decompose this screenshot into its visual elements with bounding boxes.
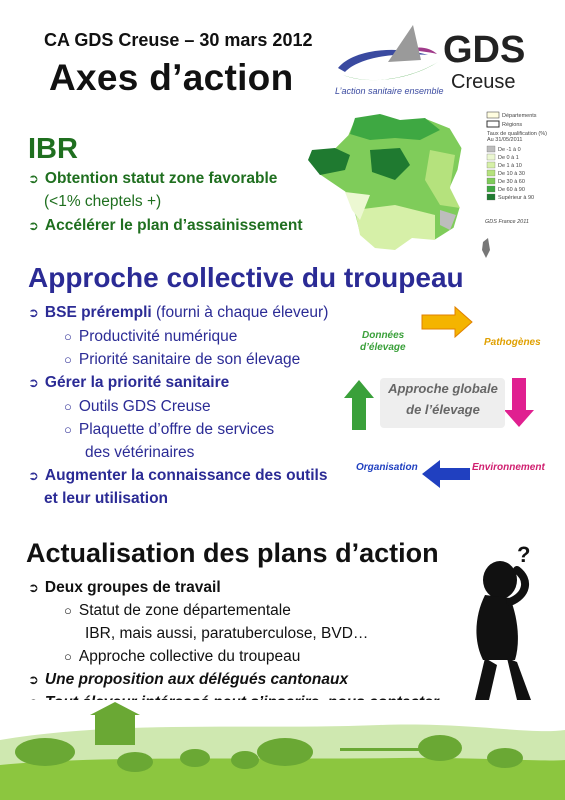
thinker-leg-left [475, 658, 497, 700]
france-qualification-map [300, 110, 560, 270]
horse-icon [418, 735, 462, 761]
logo-triangle-grey [388, 25, 421, 62]
pig-icon [117, 752, 153, 772]
legend-label: De 30 à 60 [498, 179, 525, 185]
bullet-arrow-icon: ➲ [28, 171, 39, 186]
goat-icon [180, 749, 210, 767]
legend-swatch [487, 194, 495, 200]
bullet-arrow-icon: ➲ [28, 375, 39, 390]
logo-swoosh-green [343, 62, 438, 80]
map-north-dark [350, 114, 440, 140]
groupes-sub-2: ○ Approche collective du troupeau [64, 648, 301, 665]
bullet-arrow-icon: ➲ [28, 468, 39, 483]
legend-label: De 1 à 10 [498, 163, 522, 169]
arrow-green-icon [344, 380, 374, 430]
arrow-pink-icon [504, 378, 534, 427]
ibr-item-1: ➲ Obtention statut zone favorable [28, 170, 278, 187]
bullet-arrow-icon: ➲ [28, 218, 39, 233]
map-corsica [482, 238, 490, 258]
logo-brand-text: GDS [443, 29, 526, 71]
cow-icon [15, 738, 75, 766]
legend-swatch [487, 170, 495, 176]
meadow-footer-illustration [0, 700, 565, 800]
bse-item: ➲ BSE prérempli (fourni à chaque éleveur) [28, 304, 329, 321]
farm-building-icon [95, 715, 135, 745]
section3-heading: Actualisation des plans d’action [26, 538, 439, 568]
arrow-blue-icon [422, 460, 470, 488]
circle-bullet-icon: ○ [64, 603, 72, 618]
logo-sub-text: Creuse [451, 71, 516, 93]
gerer-sub-1: ○ Outils GDS Creuse [64, 398, 211, 415]
legend-label: Supérieur à 90 [498, 195, 535, 201]
legend-label: De 60 à 90 [498, 187, 525, 193]
groupes-sub-1: ○ Statut de zone départementale [64, 602, 291, 619]
cow-icon-2 [257, 738, 313, 766]
legend-swatch [487, 178, 495, 184]
legend-swatch [487, 162, 495, 168]
bse-sub-1: ○ Productivité numérique [64, 328, 238, 345]
thinking-figure-illustration [455, 540, 555, 710]
diagram-label-donnees-1: Données [362, 330, 405, 341]
gerer-item: ➲ Gérer la priorité sanitaire [28, 374, 230, 391]
ibr-heading: IBR [28, 133, 78, 165]
thinker-leg-right [507, 658, 531, 700]
diagram-label-pathogenes: Pathogènes [484, 337, 541, 348]
section2-heading: Approche collective du troupeau [28, 262, 464, 293]
circle-bullet-icon: ○ [64, 649, 72, 664]
groupes-sub-1-cont: IBR, mais aussi, paratuberculose, BVD… [85, 625, 369, 642]
bullet-arrow-icon: ➲ [28, 305, 39, 320]
diagram-label-organisation: Organisation [356, 462, 418, 473]
diagram-center-line-1: Approche globale [388, 381, 498, 396]
circle-bullet-icon: ○ [64, 422, 72, 437]
ibr-item-2: ➲ Accélérer le plan d’assainissement [28, 217, 303, 234]
map-legend [487, 112, 547, 201]
circle-bullet-icon: ○ [64, 329, 72, 344]
bullet-arrow-icon: ➲ [28, 580, 39, 595]
page-title: Axes d’action [49, 57, 294, 98]
thinker-head [483, 561, 517, 599]
diagram-label-environnement: Environnement [472, 462, 545, 473]
bse-sub-2: ○ Priorité sanitaire de son élevage [64, 351, 301, 368]
legend-swatch [487, 154, 495, 160]
ibr-item-1-detail: (<1% cheptels +) [44, 193, 162, 210]
legend-caption-1: Taux de qualification (%) [487, 131, 547, 137]
map-source: GDS France 2011 [485, 219, 529, 225]
legend-swatch [487, 146, 495, 152]
arrow-orange-icon [422, 307, 472, 337]
legend-departements: Départements [502, 113, 537, 119]
legend-label: De -1 à 0 [498, 147, 521, 153]
groupes-item: ➲ Deux groupes de travail [28, 579, 221, 596]
gerer-sub-2-cont: des vétérinaires [85, 444, 195, 461]
augmenter-item-cont: et leur utilisation [44, 490, 169, 507]
gds-creuse-logo [333, 20, 548, 98]
circle-bullet-icon: ○ [64, 352, 72, 367]
proposition-item: ➲ Une proposition aux délégués cantonaux [28, 671, 349, 688]
legend-caption-2: Au 31/05/2011 [487, 137, 523, 143]
question-mark-icon: ? [517, 542, 531, 567]
bullet-arrow-icon: ➲ [28, 672, 39, 687]
legend-regions: Régions [502, 122, 523, 128]
header-date-line: CA GDS Creuse – 30 mars 2012 [44, 30, 313, 50]
legend-label: De 0 à 1 [498, 155, 519, 161]
augmenter-item: ➲ Augmenter la connaissance des outils [28, 467, 328, 484]
legend-swatch [487, 186, 495, 192]
logo-tagline: L’action sanitaire ensemble [335, 86, 444, 96]
gerer-sub-2: ○ Plaquette d’offre de services [64, 421, 275, 438]
circle-bullet-icon: ○ [64, 399, 72, 414]
legend-label: De 10 à 30 [498, 171, 525, 177]
diagram-center-line-2: de l’élevage [406, 402, 480, 417]
sheep-icon [487, 748, 523, 768]
calf-icon [231, 751, 259, 769]
diagram-label-donnees-2: d’élevage [360, 342, 406, 353]
fence-icon [340, 748, 420, 751]
